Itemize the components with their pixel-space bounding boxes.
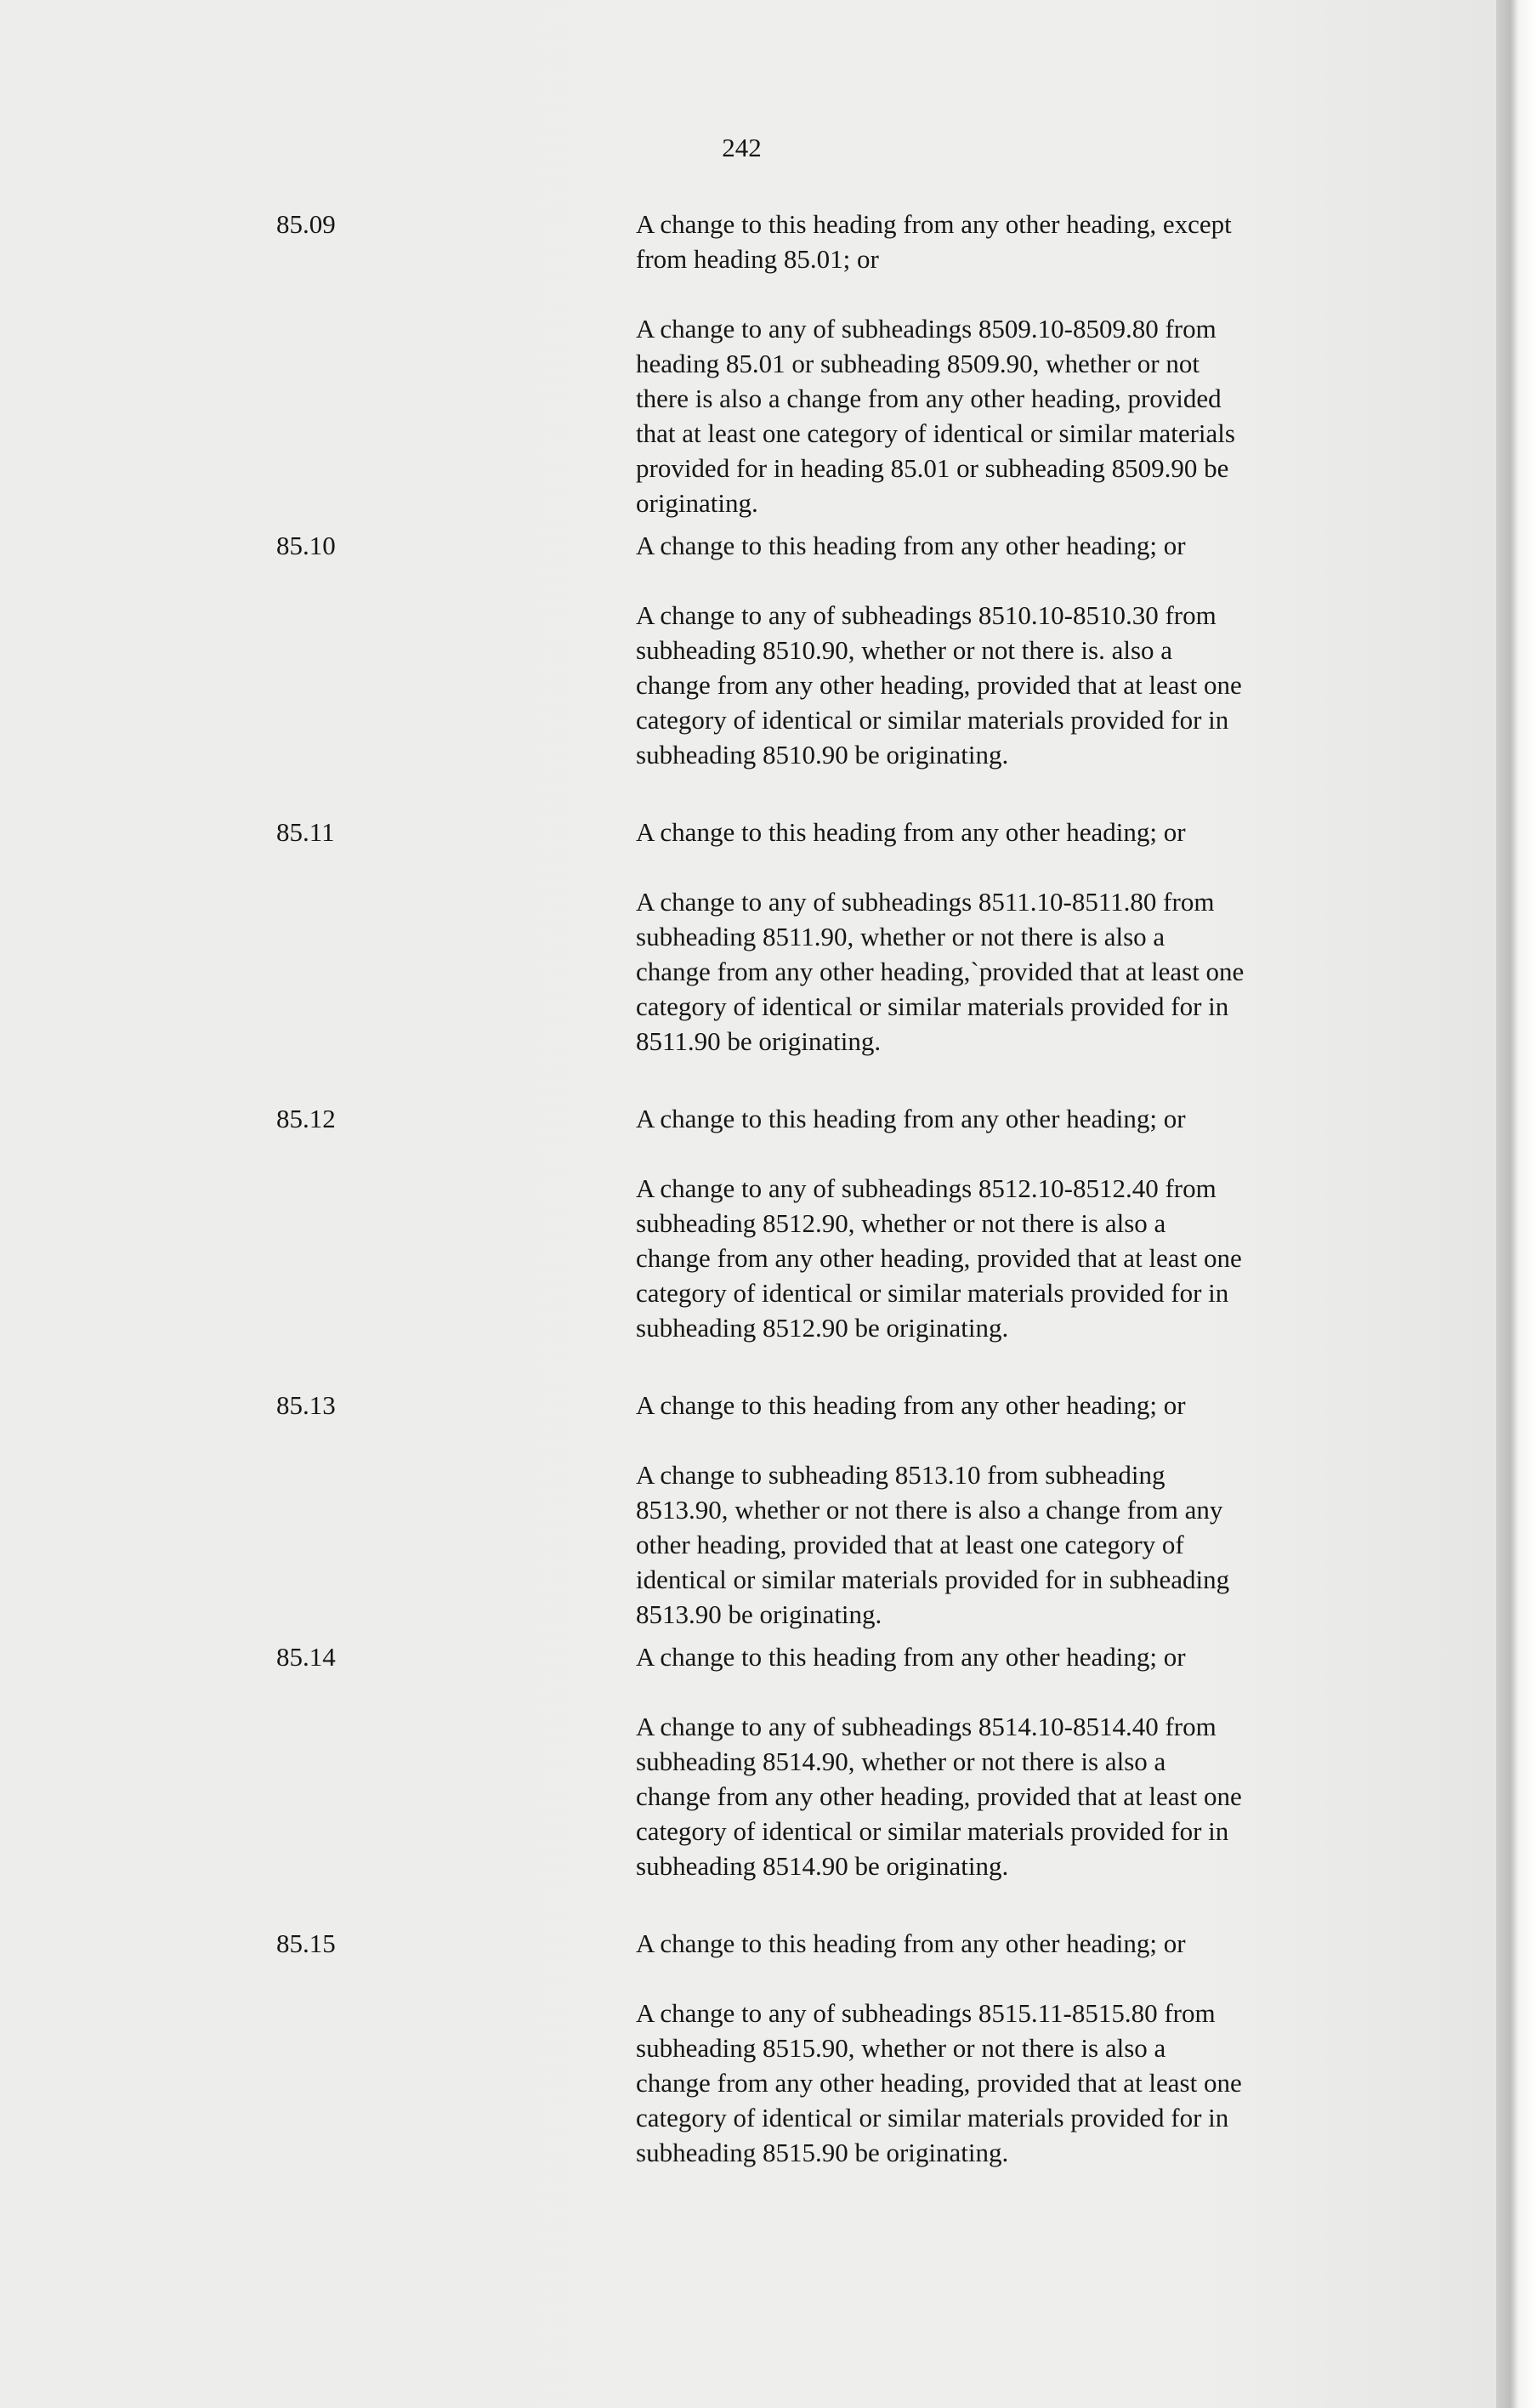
tariff-entry [0, 1101, 1496, 1345]
rule-list [636, 1388, 1367, 1632]
rule-text: A change to any of subheadings 8511.10-8511.80 from subheading 8511.90, whether or not there is also a change from any other heading,`provided that at least one category of identical or similar materials provided for in 8511.90 be originating. [636, 887, 1245, 1056]
rule-list [636, 528, 1367, 772]
page-binding-edge [1496, 0, 1537, 2408]
tariff-entry [0, 1639, 1496, 1883]
rule-text: A change to any of subheadings 8514.10-8514.40 from subheading 8514.90, whether or not there is also a change from any other heading, provided that at least one category of identical or similar materials provided for in subheading 8514.90 be originating. [636, 1712, 1242, 1881]
heading-number: 85.12 [276, 1104, 336, 1133]
rule-text: A change to this heading from any other heading; or [636, 1390, 1186, 1420]
rule-list [636, 207, 1367, 520]
rule-list [636, 815, 1367, 1059]
rule-text: A change to this heading from any other heading; or [636, 1642, 1186, 1672]
heading-number: 85.14 [276, 1642, 336, 1672]
rule-list [636, 1926, 1367, 2170]
rule-text: A change to any of subheadings 8510.10-8510.30 from subheading 8510.90, whether or not there is. also a change from any other heading, provided that at least one category of identical or similar materials provided for in subheading 8510.90 be originating. [636, 600, 1242, 770]
rule-list [636, 1101, 1367, 1345]
rule-text: A change to this heading from any other heading, except from heading 85.01; or [636, 209, 1232, 274]
tariff-rules-list [0, 207, 1496, 2170]
page-number: 242 [722, 133, 762, 162]
rule-text: A change to this heading from any other heading; or [636, 817, 1186, 847]
rule-text: A change to any of subheadings 8512.10-8512.40 from subheading 8512.90, whether or not there is also a change from any other heading, provided that at least one category of identical or similar materials provided for in subheading 8512.90 be originating. [636, 1173, 1242, 1343]
rule-list [636, 1639, 1367, 1883]
tariff-entry [0, 207, 1496, 520]
heading-number: 85.11 [276, 817, 335, 847]
rule-text: A change to any of subheadings 8509.10-8509.80 from heading 85.01 or subheading 8509.90, whether or not there is also a change from any other heading, provided that at least one category of identical or similar materials provided for in heading 85.01 or subheading 8509.90 be originating. [636, 314, 1235, 518]
tariff-entry [0, 1388, 1496, 1632]
heading-number: 85.15 [276, 1928, 336, 1958]
rule-text: A change to this heading from any other heading; or [636, 1104, 1186, 1133]
heading-number: 85.09 [276, 209, 336, 239]
rule-text: A change to this heading from any other heading; or [636, 531, 1186, 560]
rule-text: A change to any of subheadings 8515.11-8515.80 from subheading 8515.90, whether or not there is also a change from any other heading, provided that at least one category of identical or similar materials provided for in subheading 8515.90 be originating. [636, 1998, 1242, 2167]
rule-text: A change to this heading from any other heading; or [636, 1928, 1186, 1958]
tariff-entry [0, 528, 1496, 772]
rule-text: A change to subheading 8513.10 from subheading 8513.90, whether or not there is also a change from any other heading, provided that at least one category of identical or similar materials provided for in subheading 8513.90 be originating. [636, 1460, 1230, 1629]
tariff-entry [0, 1926, 1496, 2170]
heading-number: 85.10 [276, 531, 336, 560]
heading-number: 85.13 [276, 1390, 336, 1420]
tariff-entry [0, 815, 1496, 1059]
